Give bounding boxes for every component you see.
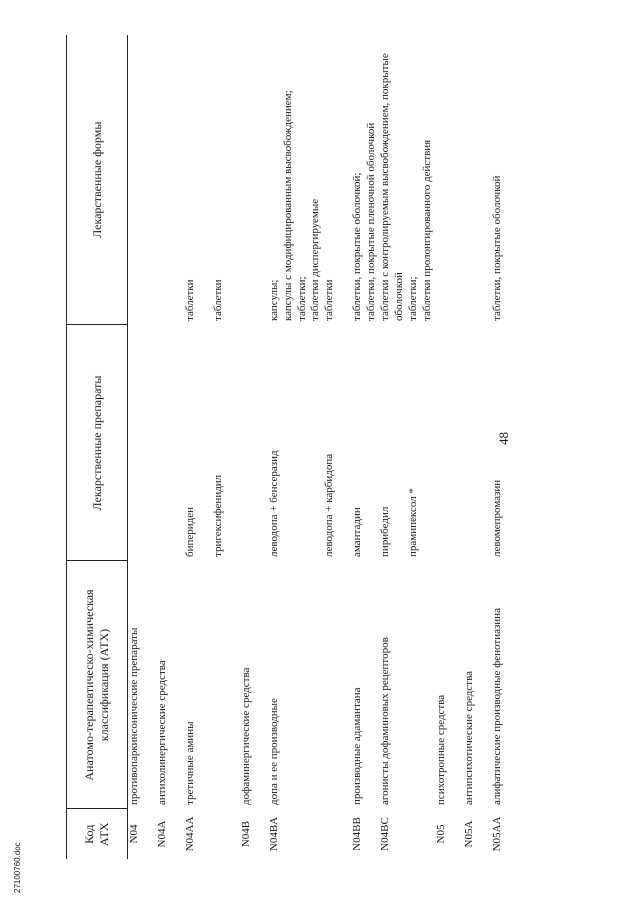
cell-classification: дофаминергические средства [240,667,252,805]
cell-forms: таблетки; таблетки пролонгированного действия [407,139,433,321]
cell-classification: допа и ее производные [268,698,280,805]
header-classification: Анатомо-терапевтическо-химическая классификация (АТХ) [67,561,128,809]
cell-classification: антихолинергические средства [156,660,168,805]
table-row [351,35,379,859]
document-id: 27100760.doc [13,842,22,893]
cell-forms: таблетки [212,279,224,321]
table-row [323,35,351,859]
cell-forms: капсулы; капсулы с модифицированным высвобождением; таблетки; таблетки диспергируемые [268,90,322,321]
cell-drug: пирибедил [379,506,391,557]
table-row [379,35,407,859]
atc-table [66,35,521,859]
cell-drug: левомепромазин [491,479,503,557]
cell-classification: агонисты дофаминовых рецепторов [379,637,391,805]
cell-classification [407,561,435,809]
cell-forms: таблетки, покрытые оболочкой [491,175,503,321]
cell-code [407,809,435,859]
table-row [491,35,521,859]
cell-drug: тригексифенидил [212,474,224,557]
cell-drug: бипериден [184,506,196,557]
table-row [212,35,240,859]
cell-code: N04B [240,820,252,848]
rotated-page [66,35,594,859]
cell-code [323,809,351,859]
cell-code: N04A [156,820,168,848]
cell-code: N04BA [268,816,280,852]
table-row [156,35,184,859]
table-row [184,35,212,859]
table-row [463,35,491,859]
cell-classification: третичные амины [184,721,196,805]
cell-drug: леводопа + бенсеразид [268,450,280,557]
cell-code: N05AA [491,816,503,852]
cell-drug: амантадин [351,507,363,557]
cell-classification [323,561,351,809]
cell-drug [240,325,268,561]
header-code: Код АТХ [67,809,128,859]
cell-drug [463,325,491,561]
cell-classification: психотропные средства [435,694,447,805]
cell-code: N05A [463,820,475,848]
table-row [240,35,268,859]
cell-drug: прамипексол * [407,488,419,557]
cell-forms: таблетки [323,279,335,321]
cell-forms: таблетки с контролируемым высвобождением, покрытые оболочкой [379,53,405,321]
cell-classification: производные адамантана [351,687,363,805]
cell-drug [128,325,157,561]
cell-forms [128,35,157,325]
cell-forms [463,35,491,325]
cell-forms [240,35,268,325]
cell-code: N05 [435,824,447,844]
cell-drug [435,325,463,561]
table-row [268,35,323,859]
cell-code [212,809,240,859]
page-number: 48 [496,432,511,445]
cell-classification: антипсихотические средства [463,670,475,805]
cell-classification: алифатические производные фенотиазина [491,608,503,805]
header-forms: Лекарственные формы [67,35,128,325]
cell-classification [212,561,240,809]
cell-drug [156,325,184,561]
cell-code: N04BB [351,817,363,851]
cell-drug: леводопа + карбидопа [323,453,335,557]
cell-forms [156,35,184,325]
cell-code: N04BC [379,817,391,851]
cell-forms: таблетки [184,279,196,321]
table-header-row [67,35,128,859]
table-row [435,35,463,859]
cell-forms [435,35,463,325]
header-drugs: Лекарственные препараты [67,325,128,561]
table-row [128,35,157,859]
cell-code: N04 [128,824,140,844]
table-row [407,35,435,859]
cell-code: N04AA [184,816,196,852]
cell-classification: противопаркинсонические препараты [128,627,140,805]
cell-forms: таблетки, покрытые оболочкой; таблетки, покрытые пленочной оболочкой [351,122,377,321]
